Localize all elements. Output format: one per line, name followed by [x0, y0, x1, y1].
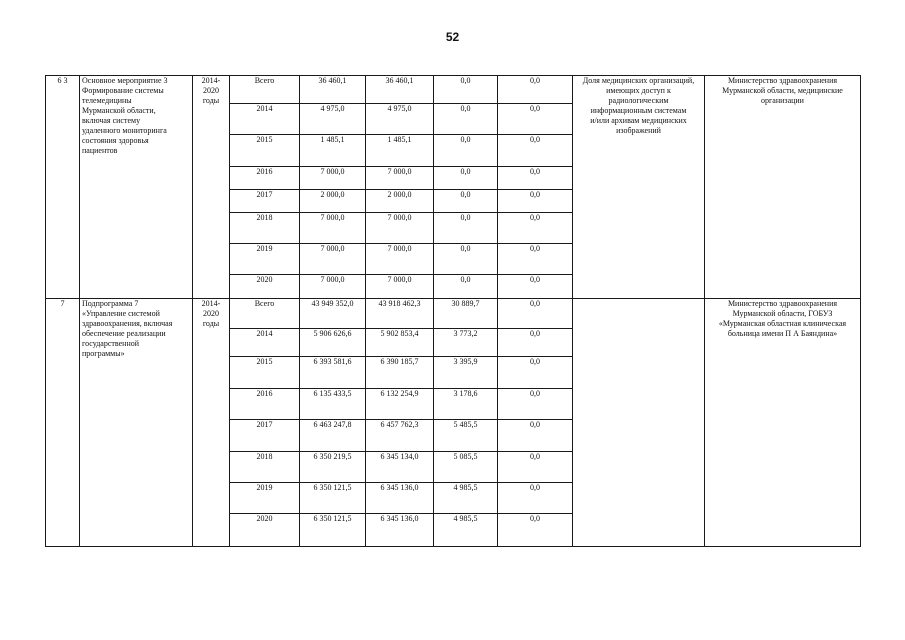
year-cell: 2015 — [230, 135, 300, 167]
table-row — [46, 76, 861, 104]
section-name-line: Формирование системы — [82, 86, 164, 95]
value-cell: 0,0 — [498, 329, 573, 357]
section-name-line: обеспечение реализации — [82, 329, 166, 338]
value-cell: 0,0 — [498, 135, 573, 167]
value-cell: 0,0 — [498, 104, 573, 135]
value-cell: 0,0 — [498, 514, 573, 547]
section-name — [80, 299, 193, 547]
indicator-line: и/или архивам медицинских — [590, 116, 687, 125]
value-cell: 6 350 121,5 — [300, 514, 366, 547]
value-cell: 0,0 — [434, 167, 498, 190]
executor-line: Мурманской области, ГОБУЗ — [732, 309, 833, 318]
executor-line: «Мурманская областная клиническая — [718, 319, 847, 328]
year-cell: 2018 — [230, 213, 300, 244]
value-cell: 43 949 352,0 — [300, 299, 366, 329]
year-cell: Всего — [230, 76, 300, 104]
period-line: 2020 — [203, 86, 219, 95]
value-cell: 0,0 — [498, 190, 573, 213]
value-cell: 7 000,0 — [300, 167, 366, 190]
section-name-line: включая систему — [82, 116, 141, 125]
value-cell: 0,0 — [498, 244, 573, 275]
section-name-line: здравоохранения, включая — [82, 319, 173, 328]
section-period — [193, 76, 230, 299]
section-name-line: программы» — [82, 349, 125, 358]
period-line: 2020 — [203, 309, 219, 318]
value-cell: 0,0 — [498, 213, 573, 244]
value-cell: 0,0 — [434, 76, 498, 104]
program-table — [45, 75, 861, 547]
value-cell: 5 902 853,4 — [366, 329, 434, 357]
value-cell: 7 000,0 — [366, 167, 434, 190]
section-name-line: состояния здоровья — [82, 136, 149, 145]
value-cell: 6 390 185,7 — [366, 357, 434, 389]
section-name-line: «Управление системой — [82, 309, 160, 318]
value-cell: 4 975,0 — [300, 104, 366, 135]
value-cell: 36 460,1 — [366, 76, 434, 104]
value-cell: 0,0 — [498, 275, 573, 299]
value-cell: 6 132 254,9 — [366, 389, 434, 420]
executor-line: больница имени П А Баяндина» — [727, 329, 838, 338]
year-cell: 2018 — [230, 452, 300, 483]
executor-cell — [705, 299, 861, 547]
value-cell: 6 457 762,3 — [366, 420, 434, 452]
section-period — [193, 299, 230, 547]
value-cell: 6 345 136,0 — [366, 514, 434, 547]
value-cell: 0,0 — [434, 275, 498, 299]
value-cell: 7 000,0 — [366, 213, 434, 244]
value-cell: 6 350 219,5 — [300, 452, 366, 483]
value-cell: 2 000,0 — [300, 190, 366, 213]
year-cell: Всего — [230, 299, 300, 329]
value-cell: 4 985,5 — [434, 514, 498, 547]
value-cell: 6 463 247,8 — [300, 420, 366, 452]
value-cell: 0,0 — [434, 135, 498, 167]
value-cell: 5 085,5 — [434, 452, 498, 483]
indicator-cell — [573, 76, 705, 299]
year-cell: 2020 — [230, 275, 300, 299]
value-cell: 7 000,0 — [366, 244, 434, 275]
value-cell: 0,0 — [434, 244, 498, 275]
table-row — [46, 299, 861, 329]
value-cell: 0,0 — [498, 483, 573, 514]
value-cell: 0,0 — [498, 167, 573, 190]
value-cell: 1 485,1 — [300, 135, 366, 167]
value-cell: 43 918 462,3 — [366, 299, 434, 329]
section-name-line: государственной — [82, 339, 140, 348]
value-cell: 36 460,1 — [300, 76, 366, 104]
value-cell: 7 000,0 — [300, 213, 366, 244]
indicator-line: информационным системам — [590, 106, 687, 115]
value-cell: 3 395,9 — [434, 357, 498, 389]
year-cell: 2015 — [230, 357, 300, 389]
value-cell: 6 345 136,0 — [366, 483, 434, 514]
value-cell: 0,0 — [498, 389, 573, 420]
value-cell: 0,0 — [498, 76, 573, 104]
value-cell: 4 975,0 — [366, 104, 434, 135]
value-cell: 30 889,7 — [434, 299, 498, 329]
value-cell: 7 000,0 — [366, 275, 434, 299]
executor-line: Министерство здравоохранения — [727, 76, 838, 85]
year-cell: 2016 — [230, 167, 300, 190]
value-cell: 0,0 — [498, 357, 573, 389]
year-cell: 2020 — [230, 514, 300, 547]
value-cell: 6 135 433,5 — [300, 389, 366, 420]
period-line: годы — [202, 319, 220, 328]
section-name-line: Мурманской области, — [82, 106, 156, 115]
section-name — [80, 76, 193, 299]
section-name-line: пациентов — [82, 146, 118, 155]
executor-line: Министерство здравоохранения — [727, 299, 838, 308]
indicator-line: имеющих доступ к — [606, 86, 671, 95]
value-cell: 6 393 581,6 — [300, 357, 366, 389]
year-cell: 2014 — [230, 329, 300, 357]
period-line: годы — [202, 96, 220, 105]
value-cell: 0,0 — [498, 452, 573, 483]
value-cell: 0,0 — [434, 190, 498, 213]
value-cell: 3 773,2 — [434, 329, 498, 357]
value-cell: 0,0 — [498, 299, 573, 329]
indicator-line: радиологическим — [608, 96, 669, 105]
value-cell: 0,0 — [434, 213, 498, 244]
period-line: 2014- — [201, 299, 221, 308]
section-number: 6 3 — [46, 76, 80, 299]
indicator-cell — [573, 299, 705, 547]
year-cell: 2017 — [230, 190, 300, 213]
section-name-line: удаленного мониторинга — [82, 126, 167, 135]
year-cell: 2017 — [230, 420, 300, 452]
value-cell: 0,0 — [434, 104, 498, 135]
year-cell: 2016 — [230, 389, 300, 420]
section-number: 7 — [46, 299, 80, 547]
value-cell: 7 000,0 — [300, 244, 366, 275]
year-cell: 2014 — [230, 104, 300, 135]
executor-line: Мурманской области, медицинские — [722, 86, 843, 95]
indicator-line: изображений — [616, 126, 661, 135]
page-number: 52 — [445, 30, 460, 44]
year-cell: 2019 — [230, 483, 300, 514]
year-cell: 2019 — [230, 244, 300, 275]
value-cell: 5 485,5 — [434, 420, 498, 452]
section-name-line: Основное мероприятие 3 — [82, 76, 168, 85]
value-cell: 5 906 626,6 — [300, 329, 366, 357]
value-cell: 2 000,0 — [366, 190, 434, 213]
value-cell: 6 345 134,0 — [366, 452, 434, 483]
indicator-line: Доля медицинских организаций, — [582, 76, 695, 85]
value-cell: 6 350 121,5 — [300, 483, 366, 514]
value-cell: 7 000,0 — [300, 275, 366, 299]
section-name-line: телемедицины — [82, 96, 132, 105]
section-name-line: Подпрограмма 7 — [82, 299, 139, 308]
executor-cell — [705, 76, 861, 299]
period-line: 2014- — [201, 76, 221, 85]
value-cell: 0,0 — [498, 420, 573, 452]
executor-line: организации — [761, 96, 804, 105]
value-cell: 4 985,5 — [434, 483, 498, 514]
value-cell: 1 485,1 — [366, 135, 434, 167]
value-cell: 3 178,6 — [434, 389, 498, 420]
